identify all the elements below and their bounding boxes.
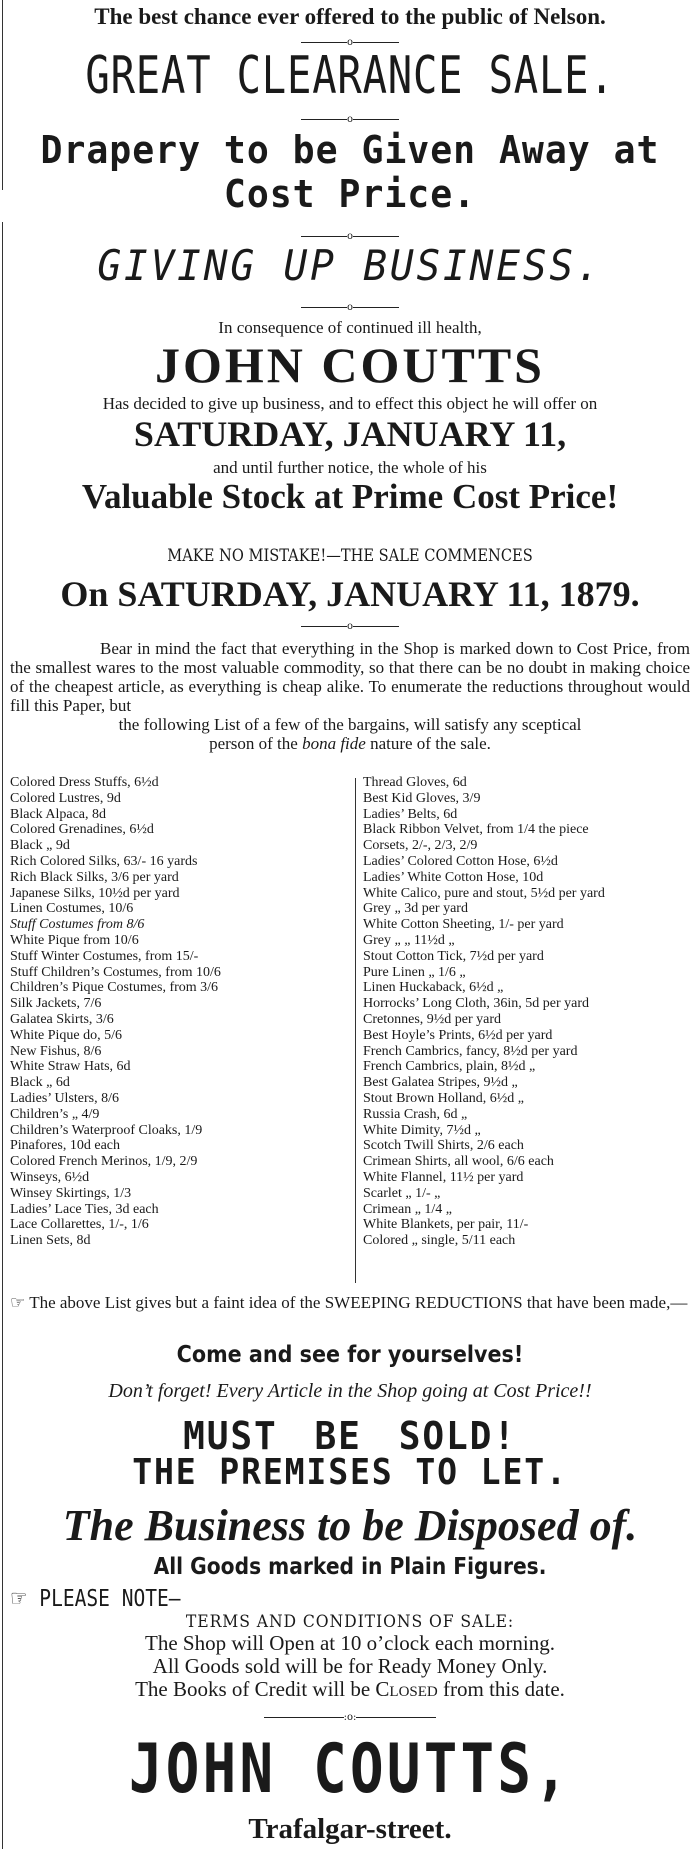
ornament-divider: o xyxy=(0,37,700,49)
plain-figures-line: All Goods marked in Plain Figures. xyxy=(153,1554,547,1580)
dont-forget-line: Don’t forget! Every Article in the Shop going at Cost Price!! xyxy=(108,1380,592,1402)
valuable-stock-line: Valuable Stock at Prime Cost Price! xyxy=(81,477,619,516)
list-item: Pure Linen „ 1/6 „ xyxy=(363,964,466,980)
list-item: Grey „ 3d per yard xyxy=(363,901,468,917)
sale-date: On SATURDAY, JANUARY 11, 1879. xyxy=(60,574,640,614)
list-item: Galatea Skirts, 3/6 xyxy=(10,1011,114,1027)
list-item: Corsets, 2/-, 2/3, 2/9 xyxy=(363,838,478,854)
left-price-list xyxy=(10,775,350,1249)
list-item: Linen Costumes, 10/6 xyxy=(10,901,134,917)
ornament-divider: :o: xyxy=(0,1712,700,1724)
intro-line: person of the bona fide nature of the sale. xyxy=(209,734,491,753)
list-item: Colored Dress Stuffs, 6½d xyxy=(10,775,159,790)
list-item: White Pique from 10/6 xyxy=(10,932,139,948)
list-item: New Fishus, 8/6 xyxy=(10,1043,102,1059)
list-item: Stuff Winter Costumes, from 15/- xyxy=(10,948,199,964)
pointing-hand-icon: ☞ xyxy=(10,1586,28,1612)
please-note: ☞ PLEASE NOTE— xyxy=(10,1586,181,1612)
drapery-heading xyxy=(14,128,686,216)
premises-line: THE PREMISES TO LET. xyxy=(132,1452,568,1493)
list-item: White Flannel, 11½ per yard xyxy=(363,1169,524,1185)
terms-line: The Books of Credit will be Closed from this date. xyxy=(135,1677,565,1701)
intro-text: Bear in mind the fact that everything in the Shop is marked down to Cost Price, from the smallest wares to the most valuable commodity, so that there can be no doubt in making choice of the cheapest article, as everything is cheap alike. To enumerate the reductions throughout would fill this Paper, but xyxy=(10,639,690,715)
list-item: Stuff Children’s Costumes, from 10/6 xyxy=(10,964,221,980)
list-item: Scotch Twill Shirts, 2/6 each xyxy=(363,1138,524,1154)
list-item: Crimean Shirts, all wool, 6/6 each xyxy=(363,1154,554,1170)
list-item: Stout Cotton Tick, 7½d per yard xyxy=(363,948,544,964)
list-item: Stuff Costumes from 8/6 xyxy=(10,917,145,933)
list-item: Silk Jackets, 7/6 xyxy=(10,996,102,1012)
pointing-hand-icon: ☞ xyxy=(10,1293,26,1313)
list-item: Crimean „ 1/4 „ xyxy=(363,1201,453,1217)
list-item: Black „ 6d xyxy=(10,1075,70,1091)
footer-name: JOHN COUTTS, xyxy=(128,1730,572,1809)
list-item: Best Galatea Stripes, 9½d „ xyxy=(363,1075,518,1091)
list-item: Black Alpaca, 8d xyxy=(10,806,107,822)
list-item: White Cotton Sheeting, 1/- per yard xyxy=(363,917,564,933)
list-item: Pinafores, 10d each xyxy=(10,1138,121,1154)
column-divider xyxy=(355,778,356,1283)
list-item: Russia Crash, 6d „ xyxy=(363,1106,468,1122)
list-item: White Dimity, 7½d „ xyxy=(363,1122,481,1138)
list-item: Thread Gloves, 6d xyxy=(363,775,467,790)
list-item: Linen Sets, 8d xyxy=(10,1233,91,1249)
footer-street: Trafalgar-street. xyxy=(248,1813,452,1845)
list-item: White Blankets, per pair, 11/- xyxy=(363,1217,529,1233)
terms-line: All Goods sold will be for Ready Money Only. xyxy=(152,1654,548,1678)
list-item: Horrocks’ Long Cloth, 36in, 5d per yard xyxy=(363,996,590,1012)
list-item: Rich Colored Silks, 63/- 16 yards xyxy=(10,853,198,869)
ornament-divider: o xyxy=(0,621,700,633)
drapery-line-1: Drapery to be Given Away at xyxy=(40,128,660,172)
sweeping-reductions-note: ☞ The above List gives but a faint idea of the SWEEPING REDUCTIONS that have been made,— xyxy=(10,1293,688,1313)
list-item: Children’s Pique Costumes, from 3/6 xyxy=(10,980,219,996)
list-item: Stout Brown Holland, 6½d „ xyxy=(363,1090,524,1106)
list-item: Winseys, 6½d xyxy=(10,1169,90,1185)
list-item: Scarlet „ 1/- „ xyxy=(363,1185,441,1201)
sale-day: SATURDAY, JANUARY 11, xyxy=(133,414,567,454)
terms-title: TERMS AND CONDITIONS OF SALE: xyxy=(185,1612,515,1632)
list-item: Ladies’ Colored Cotton Hose, 6½d xyxy=(363,853,558,869)
list-item: Ladies’ Ulsters, 8/6 xyxy=(10,1090,119,1106)
list-item: Best Kid Gloves, 3/9 xyxy=(363,790,481,806)
intro-line: the following List of a few of the bargains, will satisfy any sceptical xyxy=(118,715,582,734)
ornament-divider: o xyxy=(0,114,700,126)
list-item: Colored „ single, 5/11 each xyxy=(363,1233,516,1249)
ornament-divider: o xyxy=(0,302,700,314)
list-item: Japanese Silks, 10½d per yard xyxy=(10,885,180,901)
business-disposed-line: The Business to be Disposed of. xyxy=(62,1501,638,1550)
right-price-list xyxy=(363,775,698,1249)
list-item: Black Ribbon Velvet, from 1/4 the piece xyxy=(363,822,589,838)
list-item: Ladies’ Lace Ties, 3d each xyxy=(10,1201,159,1217)
list-item: French Cambrics, plain, 8½d „ xyxy=(363,1059,536,1075)
list-item: Grey „ „ 11½d „ xyxy=(363,932,455,948)
decision-line: Has decided to give up business, and to effect this object he will offer on xyxy=(102,394,598,413)
must-be-sold-line: MUST BE SOLD! xyxy=(183,1414,517,1458)
come-see-line: Come and see for yourselves! xyxy=(176,1342,524,1368)
owner-name: JOHN COUTTS xyxy=(154,337,545,393)
sale-title: GREAT CLEARANCE SALE. xyxy=(85,46,615,106)
list-item: Ladies’ Belts, 6d xyxy=(363,806,458,822)
drapery-line-2: Cost Price. xyxy=(223,172,477,216)
list-item: Children’s Waterproof Cloaks, 1/9 xyxy=(10,1122,203,1138)
list-item: Lace Collarettes, 1/-, 1/6 xyxy=(10,1217,149,1233)
terms-list xyxy=(0,1632,700,1701)
list-item: Rich Black Silks, 3/6 per yard xyxy=(10,869,179,885)
list-item: Winsey Skirtings, 1/3 xyxy=(10,1185,132,1201)
headline: The best chance ever offered to the public of Nelson. xyxy=(94,4,606,29)
until-line: and until further notice, the whole of his xyxy=(213,458,487,477)
list-item: White Pique do, 5/6 xyxy=(10,1027,122,1043)
mistake-line: MAKE NO MISTAKE!—THE SALE COMMENCES xyxy=(167,546,533,566)
ornament-divider: o xyxy=(0,231,700,243)
consequence-line: In consequence of continued ill health, xyxy=(218,318,482,337)
list-item: Cretonnes, 9½d per yard xyxy=(363,1011,502,1027)
list-item: Colored French Merinos, 1/9, 2/9 xyxy=(10,1154,198,1170)
list-item: Ladies’ White Cotton Hose, 10d xyxy=(363,869,544,885)
list-item: Linen Huckaback, 6½d „ xyxy=(363,980,504,996)
list-item: White Calico, pure and stout, 5½d per yard xyxy=(363,885,605,901)
list-item: Best Hoyle’s Prints, 6½d per yard xyxy=(363,1027,553,1043)
list-item: Black „ 9d xyxy=(10,838,70,854)
list-item: Colored Grenadines, 6½d xyxy=(10,822,154,838)
terms-line: The Shop will Open at 10 o’clock each morning. xyxy=(145,1631,555,1655)
list-item: White Straw Hats, 6d xyxy=(10,1059,131,1075)
list-item: Children’s „ 4/9 xyxy=(10,1106,100,1122)
list-item: French Cambrics, fancy, 8½d per yard xyxy=(363,1043,578,1059)
giving-up-heading: GIVING UP BUSINESS. xyxy=(97,241,603,290)
list-item: Colored Lustres, 9d xyxy=(10,790,121,806)
intro-paragraph xyxy=(10,639,690,753)
